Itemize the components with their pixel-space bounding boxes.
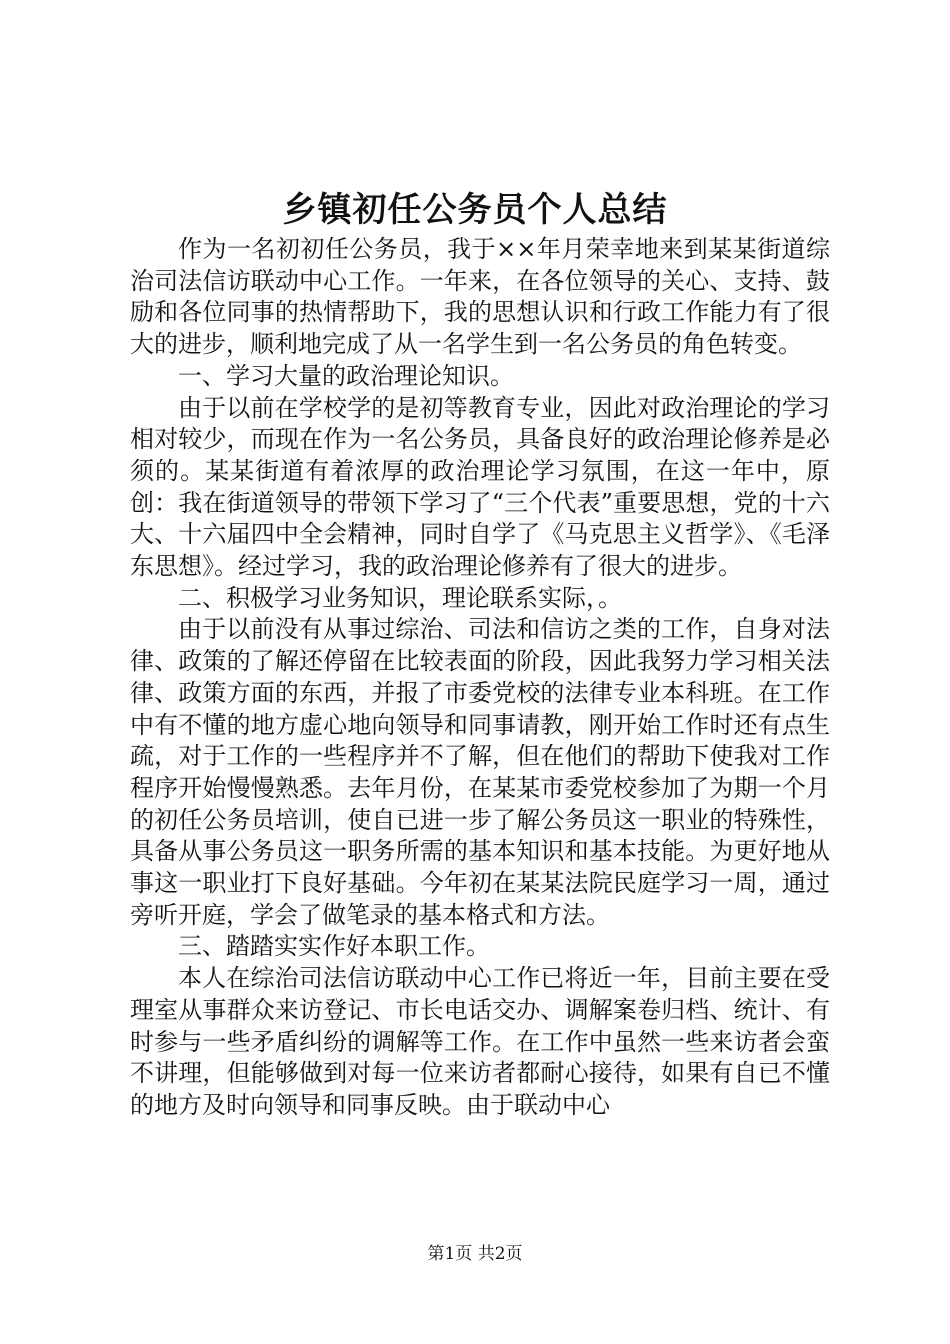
paragraph-section-1: 由于以前在学校学的是初等教育专业，因此对政治理论的学习相对较少，而现在作为一名公务员，具备良好的政治理论修养是必须的。某某街道有着浓厚的政治理论学习氛围，在这一年中，原创：我在街道领导的带领下学习了“三个代表”重要思想，党的十六大、十六届四中全会精神，同时自学了《马克思主义哲学》、《毛泽东思想》。经过学习，我的政治理论修养有了很大的进步。 bbox=[130, 393, 830, 581]
section-heading-3: 三、踏踏实实作好本职工作。 bbox=[178, 932, 490, 961]
paragraph-intro: 作为一名初初任公务员，我于××年月荣幸地来到某某街道综治司法信访联动中心工作。一年来，在各位领导的关心、支持、鼓励和各位同事的热情帮助下，我的思想认识和行政工作能力有了很大的进步，顺利地完成了从一名学生到一名公务员的角色转变。 bbox=[130, 235, 830, 359]
document-title: 乡镇初任公务员个人总结 bbox=[282, 190, 668, 230]
page-footer: 第1页 共2页 bbox=[427, 1244, 523, 1264]
section-heading-2: 二、积极学习业务知识，理论联系实际，。 bbox=[178, 583, 622, 612]
document-body bbox=[130, 234, 830, 1122]
paragraph-section-2: 由于以前没有从事过综治、司法和信访之类的工作，自身对法律、政策的了解还停留在比较表面的阶段，因此我努力学习相关法律、政策方面的东西，并报了市委党校的法律专业本科班。在工作中有不懂的地方虚心地向领导和同事请教，刚开始工作时还有点生疏，对于工作的一些程序并不了解，但在他们的帮助下使我对工作程序开始慢慢熟悉。去年月份，在某某市委党校参加了为期一个月的初任公务员培训，使自已进一步了解公务员这一职业的特殊性，具备从事公务员这一职务所需的基本知识和基本技能。为更好地从事这一职业打下良好基础。今年初在某某法院民庭学习一周，通过旁听开庭，学会了做笔录的基本格式和方法。 bbox=[130, 615, 830, 929]
section-heading-1: 一、学习大量的政治理论知识。 bbox=[178, 361, 514, 390]
paragraph-section-3: 本人在综治司法信访联动中心工作已将近一年，目前主要在受理室从事群众来访登记、市长电话交办、调解案卷归档、统计、有时参与一些矛盾纠纷的调解等工作。在工作中虽然一些来访者会蛮不讲理，但能够做到对每一位来访者都耐心接待，如果有自已不懂的地方及时向领导和同事反映。由于联动中心 bbox=[130, 964, 830, 1119]
